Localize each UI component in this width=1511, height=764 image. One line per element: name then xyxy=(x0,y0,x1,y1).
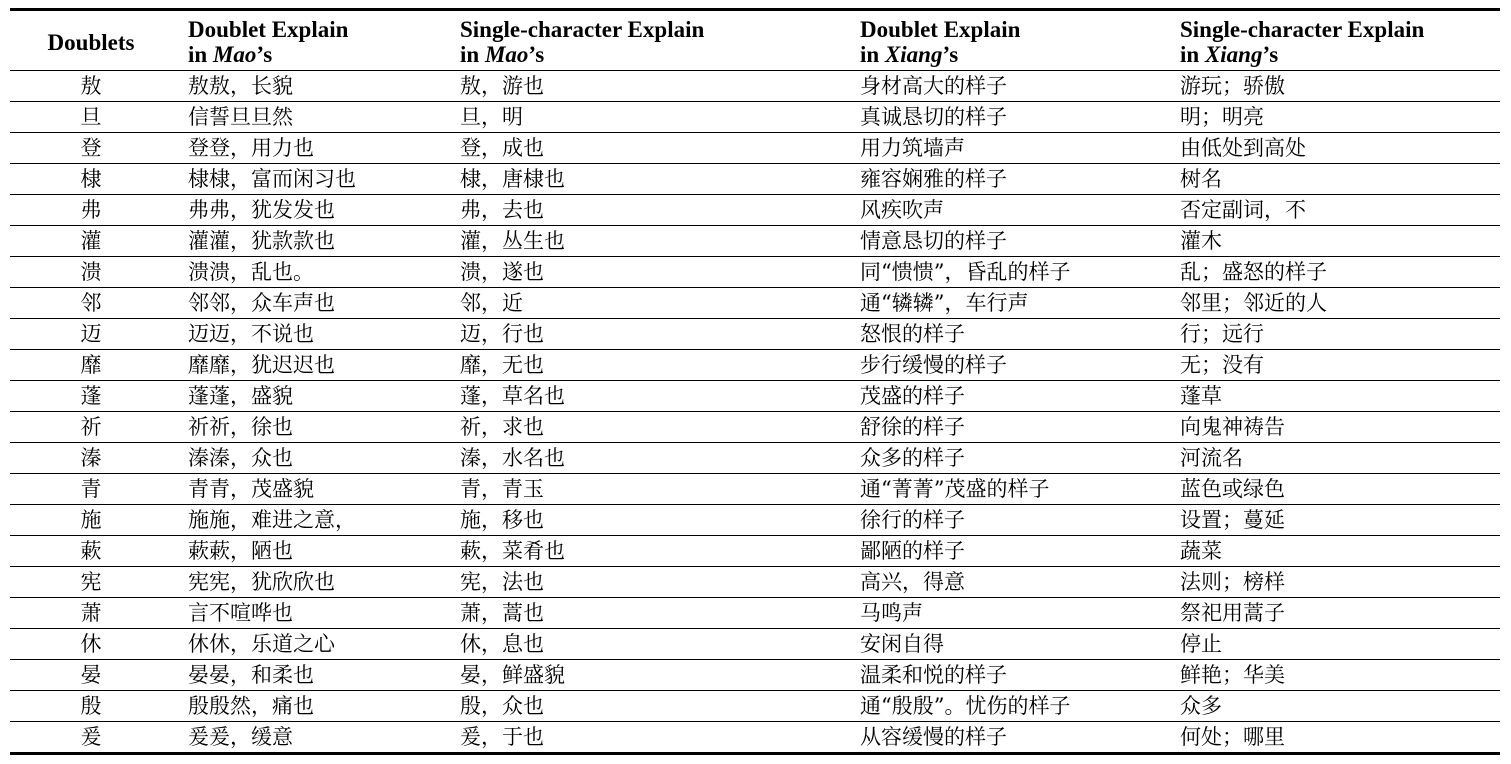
xiang-doublet-explain-cell: 通“辚辚”，车行声 xyxy=(860,291,1029,315)
mao-doublet-explain-cell: 棣棣，富而闲习也 xyxy=(188,167,356,191)
xiang-single-explain-cell: 否定副词，不 xyxy=(1180,198,1306,222)
table-row xyxy=(10,226,1500,257)
mao-single-explain-cell: 祈，求也 xyxy=(460,415,544,439)
table-header xyxy=(10,10,1500,71)
table-row xyxy=(10,164,1500,195)
doublet-cell: 溃 xyxy=(80,260,102,284)
doublets-table-container xyxy=(10,8,1500,755)
xiang-single-explain-cell: 无；没有 xyxy=(1180,353,1264,377)
table-row xyxy=(10,691,1500,722)
xiang-doublet-explain-cell: 舒徐的样子 xyxy=(860,415,965,439)
mao-single-explain-cell: 蓬，草名也 xyxy=(460,384,565,408)
xiang-single-explain-cell: 蔬菜 xyxy=(1180,539,1222,563)
xiang-doublet-explain-cell: 情意恳切的样子 xyxy=(860,229,1007,253)
xiang-single-explain-cell: 乱；盛怒的样子 xyxy=(1180,260,1327,284)
table-row xyxy=(10,474,1500,505)
header-doublets: Doublets xyxy=(47,29,135,55)
xiang-single-explain-cell: 邻里；邻近的人 xyxy=(1180,291,1327,315)
doublet-cell: 殷 xyxy=(80,694,102,718)
header-line1: Doublet Explain xyxy=(188,17,349,42)
mao-doublet-explain-cell: 晏晏，和柔也 xyxy=(188,663,314,687)
table-row xyxy=(10,257,1500,288)
header-row xyxy=(10,10,1500,71)
xiang-single-explain-cell: 设置；蔓延 xyxy=(1180,508,1285,532)
doublet-cell: 灌 xyxy=(80,229,102,253)
mao-doublet-explain-cell: 青青，茂盛貌 xyxy=(188,477,314,501)
xiang-doublet-explain-cell: 通“殷殷”。忧伤的样子 xyxy=(860,694,1071,718)
doublet-cell: 休 xyxy=(80,632,102,656)
mao-doublet-explain-cell: 施施，难进之意， xyxy=(188,508,356,532)
mao-single-explain-cell: 蔌，菜肴也 xyxy=(460,539,565,563)
xiang-doublet-explain-cell: 众多的样子 xyxy=(860,446,965,470)
mao-single-explain-cell: 青，青玉 xyxy=(460,477,544,501)
mao-single-explain-cell: 旦，明 xyxy=(460,105,523,129)
mao-doublet-explain-cell: 敖敖，长貌 xyxy=(188,74,293,98)
xiang-single-explain-cell: 鲜艳；华美 xyxy=(1180,663,1285,687)
doublet-cell: 祈 xyxy=(80,415,102,439)
header-prefix: in xyxy=(188,42,213,67)
xiang-single-explain-cell: 行；远行 xyxy=(1180,322,1264,346)
mao-single-explain-cell: 登，成也 xyxy=(460,136,544,160)
xiang-single-explain-cell: 蓬草 xyxy=(1180,384,1222,408)
header-suffix: ’s xyxy=(942,42,959,67)
mao-single-explain-cell: 溱，水名也 xyxy=(460,446,565,470)
xiang-single-explain-cell: 明；明亮 xyxy=(1180,105,1264,129)
mao-doublet-explain-cell: 靡靡，犹迟迟也 xyxy=(188,353,335,377)
table-row xyxy=(10,195,1500,226)
mao-doublet-explain-cell: 蓬蓬，盛貌 xyxy=(188,384,293,408)
table-row xyxy=(10,598,1500,629)
table-row xyxy=(10,350,1500,381)
table-row xyxy=(10,71,1500,102)
xiang-doublet-explain-cell: 雍容娴雅的样子 xyxy=(860,167,1007,191)
table-row xyxy=(10,412,1500,443)
xiang-doublet-explain-cell: 安闲自得 xyxy=(860,632,944,656)
xiang-single-explain-cell: 众多 xyxy=(1180,694,1222,718)
mao-single-explain-cell: 休，息也 xyxy=(460,632,544,656)
mao-doublet-explain-cell: 邻邻，众车声也 xyxy=(188,291,335,315)
mao-doublet-explain-cell: 殷殷然，痛也 xyxy=(188,694,314,718)
xiang-doublet-explain-cell: 马鸣声 xyxy=(860,601,923,625)
xiang-doublet-explain-cell: 步行缓慢的样子 xyxy=(860,353,1007,377)
header-doublet-explain-mao xyxy=(172,10,444,71)
doublet-cell: 登 xyxy=(80,136,102,160)
header-line2 xyxy=(860,42,1164,67)
xiang-single-explain-cell: 河流名 xyxy=(1180,446,1243,470)
header-suffix: ’s xyxy=(528,42,545,67)
mao-doublet-explain-cell: 言不喧哗也 xyxy=(188,601,293,625)
header-single-explain-xiang xyxy=(1164,10,1500,71)
xiang-single-explain-cell: 停止 xyxy=(1180,632,1222,656)
table-row xyxy=(10,288,1500,319)
header-suffix: ’s xyxy=(256,42,273,67)
table-body xyxy=(10,71,1500,754)
doublet-cell: 邻 xyxy=(80,291,102,315)
xiang-single-explain-cell: 何处；哪里 xyxy=(1180,725,1285,749)
header-line1: Single-character Explain xyxy=(460,17,705,42)
xiang-doublet-explain-cell: 身材高大的样子 xyxy=(860,74,1007,98)
mao-single-explain-cell: 晏，鲜盛貌 xyxy=(460,663,565,687)
doublet-cell: 施 xyxy=(80,508,102,532)
xiang-doublet-explain-cell: 鄙陋的样子 xyxy=(860,539,965,563)
doublets-table xyxy=(10,8,1500,755)
doublet-cell: 迈 xyxy=(80,322,102,346)
xiang-single-explain-cell: 灌木 xyxy=(1180,229,1222,253)
mao-doublet-explain-cell: 灌灌，犹款款也 xyxy=(188,229,335,253)
header-line2 xyxy=(188,42,444,67)
table-row xyxy=(10,660,1500,691)
table-row xyxy=(10,133,1500,164)
doublet-cell: 青 xyxy=(80,477,102,501)
doublet-cell: 旦 xyxy=(80,105,102,129)
doublet-cell: 靡 xyxy=(80,353,102,377)
xiang-doublet-explain-cell: 温柔和悦的样子 xyxy=(860,663,1007,687)
xiang-single-explain-cell: 游玩；骄傲 xyxy=(1180,74,1285,98)
header-line2 xyxy=(1180,42,1500,67)
header-single-explain-mao xyxy=(444,10,844,71)
doublet-cell: 棣 xyxy=(80,167,102,191)
mao-single-explain-cell: 爰，于也 xyxy=(460,725,544,749)
xiang-doublet-explain-cell: 徐行的样子 xyxy=(860,508,965,532)
xiang-single-explain-cell: 法则；榜样 xyxy=(1180,570,1285,594)
mao-single-explain-cell: 殷，众也 xyxy=(460,694,544,718)
doublet-cell: 敖 xyxy=(80,74,102,98)
xiang-doublet-explain-cell: 用力筑墙声 xyxy=(860,136,965,160)
xiang-doublet-explain-cell: 真诚恳切的样子 xyxy=(860,105,1007,129)
mao-doublet-explain-cell: 登登，用力也 xyxy=(188,136,314,160)
header-prefix: in xyxy=(1180,42,1205,67)
mao-doublet-explain-cell: 迈迈，不说也 xyxy=(188,322,314,346)
header-doublet-explain-xiang xyxy=(844,10,1164,71)
mao-single-explain-cell: 宪，法也 xyxy=(460,570,544,594)
header-source: Xiang xyxy=(884,42,943,67)
mao-single-explain-cell: 靡，无也 xyxy=(460,353,544,377)
xiang-single-explain-cell: 蓝色或绿色 xyxy=(1180,477,1285,501)
table-row xyxy=(10,505,1500,536)
xiang-single-explain-cell: 向鬼神祷告 xyxy=(1180,415,1285,439)
doublet-cell: 晏 xyxy=(80,663,102,687)
xiang-doublet-explain-cell: 风疾吹声 xyxy=(860,198,944,222)
doublet-cell: 爰 xyxy=(80,725,102,749)
mao-doublet-explain-cell: 祈祈，徐也 xyxy=(188,415,293,439)
table-row xyxy=(10,567,1500,598)
header-line1: Doublet Explain xyxy=(860,17,1021,42)
header-prefix: in xyxy=(860,42,885,67)
table-row xyxy=(10,536,1500,567)
xiang-doublet-explain-cell: 怒恨的样子 xyxy=(860,322,965,346)
xiang-single-explain-cell: 由低处到高处 xyxy=(1180,136,1306,160)
xiang-doublet-explain-cell: 通“菁菁”茂盛的样子 xyxy=(860,477,1050,501)
doublet-cell: 弗 xyxy=(80,198,102,222)
table-row xyxy=(10,443,1500,474)
header-line2 xyxy=(460,42,844,67)
table-row xyxy=(10,629,1500,660)
header-suffix: ’s xyxy=(1262,42,1279,67)
mao-single-explain-cell: 迈，行也 xyxy=(460,322,544,346)
mao-single-explain-cell: 敖，游也 xyxy=(460,74,544,98)
mao-doublet-explain-cell: 蔌蔌，陋也 xyxy=(188,539,293,563)
xiang-doublet-explain-cell: 高兴，得意 xyxy=(860,570,965,594)
header-source: Xiang xyxy=(1204,42,1263,67)
mao-doublet-explain-cell: 弗弗，犹发发也 xyxy=(188,198,335,222)
mao-single-explain-cell: 灌，丛生也 xyxy=(460,229,565,253)
mao-single-explain-cell: 弗，去也 xyxy=(460,198,544,222)
mao-doublet-explain-cell: 宪宪，犹欣欣也 xyxy=(188,570,335,594)
doublet-cell: 宪 xyxy=(80,570,102,594)
mao-single-explain-cell: 施，移也 xyxy=(460,508,544,532)
table-row xyxy=(10,722,1500,754)
header-line1: Single-character Explain xyxy=(1180,17,1425,42)
mao-single-explain-cell: 邻，近 xyxy=(460,291,523,315)
mao-single-explain-cell: 棣，唐棣也 xyxy=(460,167,565,191)
mao-doublet-explain-cell: 信誓旦旦然 xyxy=(188,105,293,129)
mao-doublet-explain-cell: 爰爰，缓意 xyxy=(188,725,293,749)
table-row xyxy=(10,319,1500,350)
mao-doublet-explain-cell: 休休，乐道之心 xyxy=(188,632,335,656)
xiang-single-explain-cell: 树名 xyxy=(1180,167,1222,191)
header-source: Mao xyxy=(212,42,257,67)
doublet-cell: 萧 xyxy=(80,601,102,625)
xiang-doublet-explain-cell: 从容缓慢的样子 xyxy=(860,725,1007,749)
table-row xyxy=(10,381,1500,412)
header-source: Mao xyxy=(484,42,529,67)
mao-single-explain-cell: 萧，蒿也 xyxy=(460,601,544,625)
xiang-single-explain-cell: 祭祀用蒿子 xyxy=(1180,601,1285,625)
table-row xyxy=(10,102,1500,133)
xiang-doublet-explain-cell: 同“愦愦”，昏乱的样子 xyxy=(860,260,1071,284)
mao-doublet-explain-cell: 溱溱，众也 xyxy=(188,446,293,470)
doublet-cell: 蓬 xyxy=(80,384,102,408)
mao-single-explain-cell: 溃，遂也 xyxy=(460,260,544,284)
mao-doublet-explain-cell: 溃溃，乱也。 xyxy=(188,260,314,284)
header-prefix: in xyxy=(460,42,485,67)
xiang-doublet-explain-cell: 茂盛的样子 xyxy=(860,384,965,408)
doublet-cell: 蔌 xyxy=(80,539,102,563)
doublet-cell: 溱 xyxy=(80,446,102,470)
